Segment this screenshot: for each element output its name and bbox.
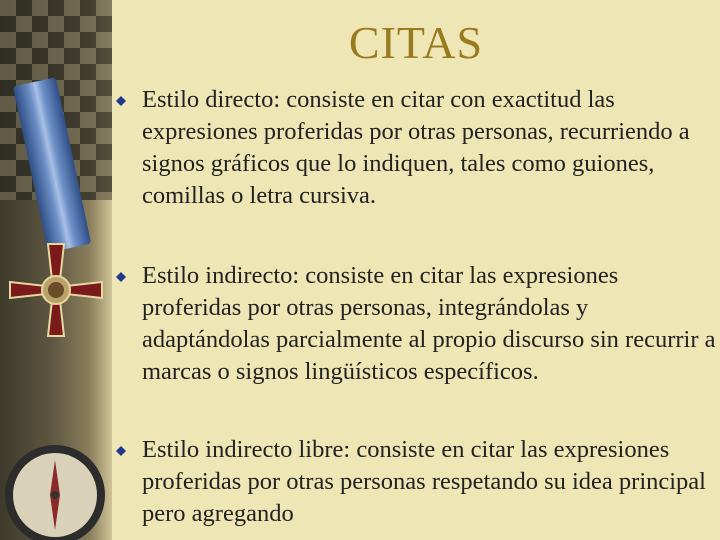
bullet-item <box>114 260 718 388</box>
bullet-text: Estilo indirecto libre: consiste en citar las expresiones proferidas por otras personas respetando su idea principal pero agregando <box>142 436 706 527</box>
diamond-bullet-icon <box>116 96 126 106</box>
slide-title: CITAS <box>348 17 484 68</box>
bullet-item <box>114 434 718 530</box>
diamond-bullet-icon <box>116 272 126 282</box>
bullet-item <box>114 84 718 212</box>
compass-image <box>0 440 110 540</box>
bullet-text: Estilo indirecto: consiste en citar las expresiones proferidas por otras personas, integrándolas y adaptándolas parcialmente al propio discurso sin recurrir a marcas o signos lingüísticos específicos. <box>142 262 716 385</box>
decorative-sidebar <box>0 0 112 540</box>
diamond-bullet-icon <box>116 446 126 456</box>
medal-cross-image <box>6 240 106 340</box>
bullet-text: Estilo directo: consiste en citar con exactitud las expresiones proferidas por otras personas, recurriendo a signos gráficos que lo indiquen, tales como guiones, comillas o letra cursiva. <box>142 86 690 209</box>
